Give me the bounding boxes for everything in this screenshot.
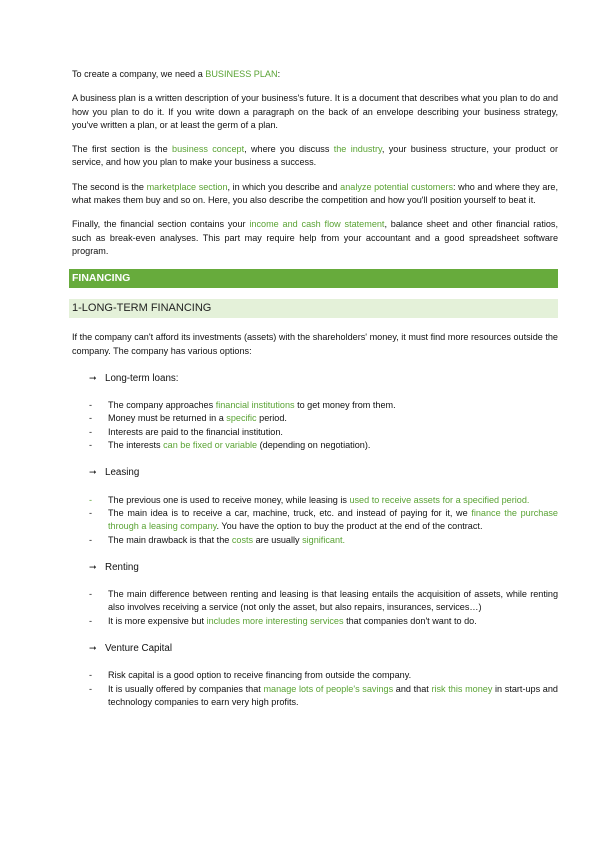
text: Money must be returned in a — [108, 413, 227, 424]
text: period. — [256, 413, 287, 424]
highlight: manage lots of people's savings — [263, 683, 394, 694]
arrow-icon: ➞ — [89, 561, 97, 572]
highlight: can be fixed or variable — [163, 440, 258, 451]
list-item — [72, 669, 558, 682]
dash-bullet: - — [89, 670, 93, 681]
list-item — [72, 507, 558, 534]
dash-bullet: - — [89, 683, 93, 694]
list-item — [72, 615, 558, 628]
venture-list — [72, 669, 558, 709]
text: It is usually offered by companies that — [108, 683, 264, 694]
dash-bullet: - — [89, 426, 93, 437]
dash-bullet: - — [89, 534, 93, 545]
text: that companies don't want to do. — [343, 615, 477, 626]
highlight: costs — [231, 534, 254, 545]
subheading-label: Venture Capital — [105, 643, 172, 655]
dash-bullet: - — [89, 494, 93, 505]
arrow-icon: ➞ — [89, 372, 97, 383]
text: : — [277, 69, 281, 79]
intro-paragraph-4 — [72, 181, 558, 208]
text: Finally, the financial section contains your — [72, 219, 250, 230]
highlight: financial institutions — [215, 400, 295, 411]
subheading-leasing — [89, 466, 558, 479]
list-item — [72, 683, 558, 710]
highlight: used to receive assets for a specified period. — [349, 494, 530, 505]
list-item — [72, 426, 558, 439]
text: in start-ups and technology companies to earn very high profits. — [108, 683, 558, 707]
list-item — [72, 439, 558, 452]
highlight: the industry — [333, 144, 382, 155]
subheading-label: Renting — [105, 561, 139, 573]
text: : who and where they are, what makes them buy and so on. Here, you also describe the competition and how you'll position yourself to beat it. — [72, 181, 558, 206]
text: The main difference between renting and leasing is that leasing entails the acquisition of assets, while renting also involves receiving a service (not only the asset, but also repairs, insurances, services…) — [108, 589, 558, 613]
intro-paragraph-2: A business plan is a written description of your business's future. It is a document that describes what you plan to do and how you plan to do it. If you write down a paragraph on the back of an envelope describing your business strategy, you've written a plan, or at least the germ of a plan. — [72, 93, 558, 130]
subheading-loans — [89, 372, 558, 385]
subheading-venture-capital — [89, 642, 558, 655]
intro-paragraph-3 — [72, 143, 558, 170]
list-item — [72, 534, 558, 547]
highlight: risk this money — [431, 683, 493, 694]
list-item — [72, 494, 558, 507]
financing-intro: If the company can't afford its investments (assets) with the shareholders' money, it must find more resources outside the company. The company has various options: — [72, 332, 558, 356]
leasing-list — [72, 494, 558, 547]
text: and that — [393, 683, 432, 694]
loans-list — [72, 399, 558, 452]
text: , balance sheet and other financial ratios, such as break-even analyses. This part may require help from your accountant and a good spreadsheet software program. — [72, 219, 559, 256]
highlight: business concept — [172, 144, 245, 155]
section-heading-financing: FINANCING — [69, 269, 558, 288]
highlight: finance the purchase through a leasing company — [108, 507, 558, 532]
highlight: includes more interesting services — [206, 615, 344, 626]
dash-bullet: - — [89, 440, 93, 451]
renting-list — [72, 588, 558, 628]
text: The main drawback is that the — [108, 534, 232, 545]
text: The main idea is to receive a car, machine, truck, etc. and instead of paying for it, we — [108, 507, 472, 518]
text: Risk capital is a good option to receive financing from outside the company. — [108, 670, 412, 681]
dash-bullet: - — [89, 615, 93, 626]
highlight: specific — [226, 413, 257, 424]
text: , your business structure, your product or service, and how you plan to make your business a success. — [72, 144, 558, 168]
dash-bullet: - — [89, 400, 93, 411]
text: Interests are paid to the financial institution. — [108, 426, 283, 437]
text: are usually — [253, 534, 303, 545]
arrow-icon: ➞ — [89, 643, 97, 654]
arrow-icon: ➞ — [89, 467, 97, 478]
text: The first section is the — [72, 144, 173, 155]
text: . You have the option to buy the product at the end of the contract. — [216, 521, 483, 532]
dash-bullet: - — [89, 507, 93, 518]
text: The second is the — [72, 181, 147, 192]
list-item — [72, 399, 558, 412]
subheading-renting — [89, 561, 558, 574]
dash-bullet: - — [89, 413, 93, 424]
highlight: marketplace section — [146, 181, 228, 192]
subheading-label: Leasing — [105, 467, 140, 479]
highlight: significant. — [302, 534, 346, 545]
text: , where you discuss — [244, 144, 334, 155]
text: It is more expensive but — [108, 615, 207, 626]
subsection-heading-long-term: 1-LONG-TERM FINANCING — [69, 299, 558, 318]
list-item — [72, 412, 558, 425]
text: to get money from them. — [294, 400, 396, 411]
dash-bullet: - — [89, 589, 93, 600]
intro-paragraph-5 — [72, 218, 558, 258]
highlight: BUSINESS PLAN — [205, 69, 278, 79]
text: (depending on negotiation). — [257, 440, 371, 451]
text: The previous one is used to receive money, while leasing is — [108, 494, 350, 505]
highlight: income and cash flow statement — [249, 219, 385, 230]
text: The interests — [108, 440, 164, 451]
text: The company approaches — [108, 400, 216, 411]
highlight: analyze potential customers — [340, 181, 454, 192]
intro-paragraph-1 — [72, 68, 558, 81]
list-item — [72, 588, 558, 615]
text: , in which you describe and — [227, 181, 341, 192]
text: To create a company, we need a — [72, 69, 206, 79]
subheading-label: Long-term loans: — [105, 372, 179, 384]
